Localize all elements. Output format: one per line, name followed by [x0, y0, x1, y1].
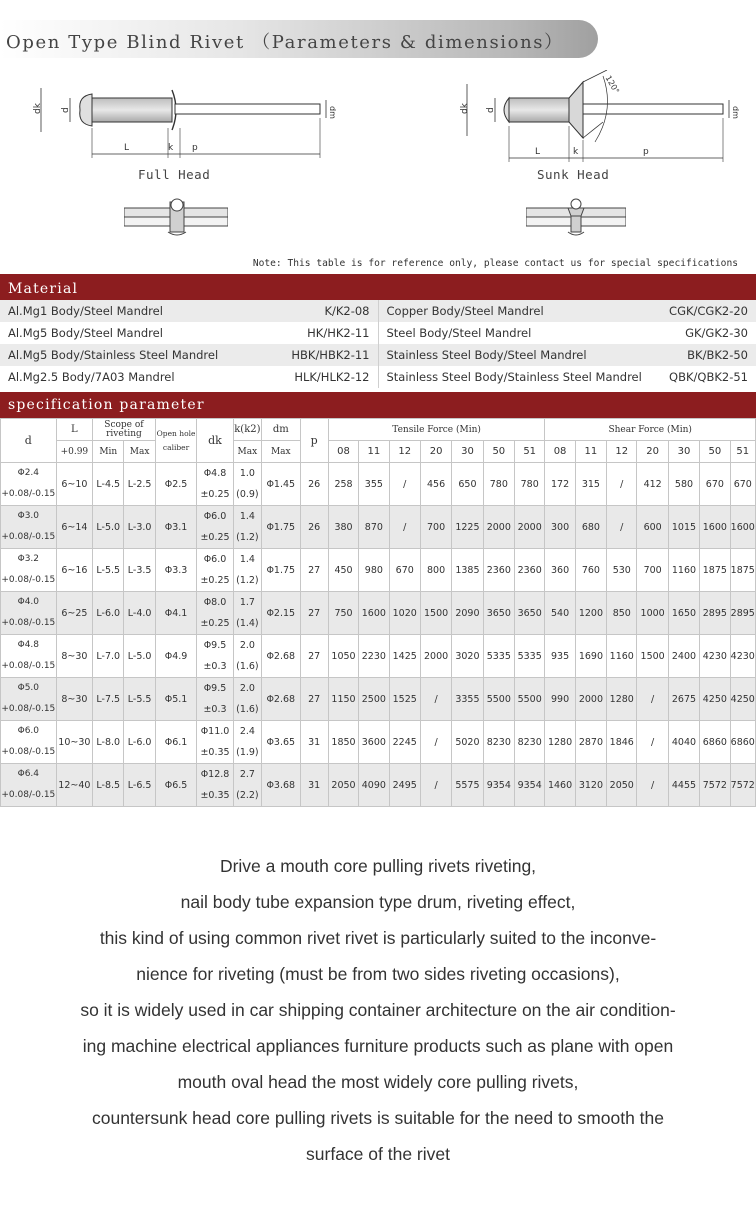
- cell-tensile: /: [420, 678, 451, 721]
- angle-label: 120°: [603, 74, 621, 96]
- cell-tensile: 456: [420, 463, 451, 506]
- cell-dk: Φ9.5 ±0.3: [197, 635, 233, 678]
- header-k-max: Max: [233, 441, 261, 463]
- material-code: K/K2-08: [270, 300, 378, 322]
- cell-p: 27: [300, 678, 328, 721]
- cell-tensile: 700: [420, 506, 451, 549]
- cell-tensile: 2000: [514, 506, 544, 549]
- cell-dm: Φ3.68: [262, 764, 300, 807]
- cell-shear: /: [637, 721, 668, 764]
- cell-tensile: 780: [514, 463, 544, 506]
- cell-hole: Φ2.5: [155, 463, 196, 506]
- cell-shear: 2400: [668, 635, 699, 678]
- spec-row: [1, 764, 756, 807]
- spec-row: [1, 635, 756, 678]
- cell-shear: 1000: [637, 592, 668, 635]
- cell-shear: 4250: [700, 678, 730, 721]
- cell-tensile: 9354: [514, 764, 544, 807]
- cell-tensile: 1500: [420, 592, 451, 635]
- dm-label: dm: [328, 106, 337, 119]
- cell-tensile: 1525: [389, 678, 420, 721]
- cell-tensile: 1225: [452, 506, 483, 549]
- cell-shear: 580: [668, 463, 699, 506]
- cell-tensile: 5500: [483, 678, 514, 721]
- description-line: ing machine electrical appliances furniture products such as plane with open: [82, 1036, 674, 1056]
- cell-tensile: 2230: [359, 635, 389, 678]
- cell-shear: 1460: [545, 764, 575, 807]
- cell-min: L-8.0: [93, 721, 124, 764]
- cell-tensile: /: [420, 721, 451, 764]
- cell-dm: Φ2.15: [262, 592, 300, 635]
- cell-p: 27: [300, 635, 328, 678]
- cell-tensile: 980: [359, 549, 389, 592]
- cell-shear: 670: [700, 463, 730, 506]
- dk-label: dk: [460, 103, 470, 114]
- material-code: HBK/HBK2-11: [270, 344, 378, 366]
- cell-tensile: 450: [328, 549, 358, 592]
- cell-shear: 680: [575, 506, 606, 549]
- spec-row: [1, 678, 756, 721]
- cell-tensile: 3355: [452, 678, 483, 721]
- dm-label: dm: [731, 106, 740, 119]
- L-label: L: [535, 147, 541, 157]
- material-section-header: [0, 274, 756, 300]
- cell-p: 27: [300, 592, 328, 635]
- cell-L: 6~16: [56, 549, 92, 592]
- cell-shear: 6860: [730, 721, 755, 764]
- cell-k: 1.0 (0.9): [233, 463, 261, 506]
- cell-tensile: /: [389, 463, 420, 506]
- material-code: HLK/HLK2-12: [270, 366, 378, 388]
- header-dm-max: Max: [262, 441, 300, 463]
- cell-min: L-7.0: [93, 635, 124, 678]
- cell-tensile: 3650: [483, 592, 514, 635]
- spec-row: [1, 463, 756, 506]
- cell-shear: /: [607, 463, 637, 506]
- cell-shear: 360: [545, 549, 575, 592]
- full-head-diagram: [30, 70, 340, 170]
- cell-k: 2.0 (1.6): [233, 678, 261, 721]
- header-min: Min: [93, 441, 124, 463]
- cell-L: 6~25: [56, 592, 92, 635]
- cell-shear: 1280: [607, 678, 637, 721]
- shear-grade-header: 08: [545, 441, 575, 463]
- cell-shear: 1600: [700, 506, 730, 549]
- cell-tensile: 1425: [389, 635, 420, 678]
- cell-dm: Φ1.45: [262, 463, 300, 506]
- cell-tensile: 2050: [328, 764, 358, 807]
- cell-shear: 990: [545, 678, 575, 721]
- cell-shear: 1160: [607, 635, 637, 678]
- dk-label: dk: [33, 103, 43, 114]
- description-line: Drive a mouth core pulling rivets riveting,: [219, 856, 537, 876]
- cell-tensile: 1020: [389, 592, 420, 635]
- cell-k: 2.0 (1.6): [233, 635, 261, 678]
- tensile-grade-header: 12: [389, 441, 420, 463]
- cell-hole: Φ3.1: [155, 506, 196, 549]
- reference-note: Note: This table is for reference only, please contact us for special specifications: [252, 258, 738, 269]
- material-name: Stainless Steel Body/Stainless Steel Mandrel: [378, 366, 648, 388]
- cell-tensile: 3600: [359, 721, 389, 764]
- cell-tensile: 9354: [483, 764, 514, 807]
- tensile-grade-header: 08: [328, 441, 358, 463]
- cell-dk: Φ11.0 ±0.35: [197, 721, 233, 764]
- cell-p: 27: [300, 549, 328, 592]
- cell-tensile: 2000: [420, 635, 451, 678]
- cell-tensile: 258: [328, 463, 358, 506]
- cell-k: 2.7 (2.2): [233, 764, 261, 807]
- cell-max: L-4.0: [124, 592, 155, 635]
- cell-shear: /: [637, 678, 668, 721]
- cell-tensile: 1385: [452, 549, 483, 592]
- page-title: Open Type Blind Rivet （Parameters & dimensions）: [6, 32, 564, 53]
- cell-hole: Φ4.9: [155, 635, 196, 678]
- cell-d: Φ6.0 +0.08/-0.15: [1, 721, 57, 764]
- cell-max: L-6.5: [124, 764, 155, 807]
- cell-dm: Φ3.65: [262, 721, 300, 764]
- cell-shear: /: [607, 506, 637, 549]
- header-max: Max: [124, 441, 155, 463]
- cell-k: 1.7 (1.4): [233, 592, 261, 635]
- cell-hole: Φ6.5: [155, 764, 196, 807]
- material-name: Copper Body/Steel Mandrel: [378, 300, 648, 322]
- cell-L: 8~30: [56, 678, 92, 721]
- cell-shear: 700: [637, 549, 668, 592]
- shear-grade-header: 50: [700, 441, 730, 463]
- cell-shear: 315: [575, 463, 606, 506]
- header-k: k(k2): [233, 419, 261, 441]
- cell-tensile: 2000: [483, 506, 514, 549]
- sunk-head-installed-sketch: [526, 196, 626, 236]
- cell-d: Φ3.0 +0.08/-0.15: [1, 506, 57, 549]
- cell-tensile: 5575: [452, 764, 483, 807]
- description-line: so it is widely used in car shipping container architecture on the air condition-: [80, 1000, 676, 1020]
- cell-shear: 2895: [700, 592, 730, 635]
- cell-L: 12~40: [56, 764, 92, 807]
- spec-row: [1, 549, 756, 592]
- cell-shear: 6860: [700, 721, 730, 764]
- material-row: [0, 366, 756, 388]
- cell-min: L-8.5: [93, 764, 124, 807]
- tensile-grade-header: 51: [514, 441, 544, 463]
- d-label: d: [486, 107, 496, 113]
- cell-d: Φ4.8 +0.08/-0.15: [1, 635, 57, 678]
- cell-shear: 1280: [545, 721, 575, 764]
- tensile-grade-header: 11: [359, 441, 389, 463]
- cell-k: 2.4 (1.9): [233, 721, 261, 764]
- material-name: Steel Body/Steel Mandrel: [378, 322, 648, 344]
- description-line: this kind of using common rivet rivet is particularly suited to the inconve-: [99, 928, 657, 948]
- cell-hole: Φ6.1: [155, 721, 196, 764]
- cell-tensile: 8230: [514, 721, 544, 764]
- cell-tensile: 750: [328, 592, 358, 635]
- cell-tensile: 1150: [328, 678, 358, 721]
- cell-shear: 1500: [637, 635, 668, 678]
- sunk-head-diagram: [455, 70, 740, 170]
- header-dm: dm: [262, 419, 300, 441]
- material-row: [0, 322, 756, 344]
- cell-dk: Φ12.8 ±0.35: [197, 764, 233, 807]
- cell-dk: Φ6.0 ±0.25: [197, 506, 233, 549]
- cell-shear: 1160: [668, 549, 699, 592]
- shear-grade-header: 51: [730, 441, 755, 463]
- cell-shear: 1015: [668, 506, 699, 549]
- description-line: surface of the rivet: [306, 1144, 450, 1164]
- cell-max: L-6.0: [124, 721, 155, 764]
- header-d: d: [1, 419, 57, 463]
- header-shear: Shear Force (Min): [545, 419, 756, 441]
- cell-shear: 2895: [730, 592, 755, 635]
- cell-tensile: 1600: [359, 592, 389, 635]
- tensile-grade-header: 50: [483, 441, 514, 463]
- material-code: HK/HK2-11: [270, 322, 378, 344]
- cell-shear: 1600: [730, 506, 755, 549]
- material-code: CGK/CGK2-20: [648, 300, 756, 322]
- cell-shear: 2000: [575, 678, 606, 721]
- cell-hole: Φ5.1: [155, 678, 196, 721]
- material-name: Al.Mg5 Body/Steel Mandrel: [0, 322, 270, 344]
- material-code: BK/BK2-50: [648, 344, 756, 366]
- cell-tensile: 780: [483, 463, 514, 506]
- cell-d: Φ5.0 +0.08/-0.15: [1, 678, 57, 721]
- cell-shear: 1846: [607, 721, 637, 764]
- cell-d: Φ3.2 +0.08/-0.15: [1, 549, 57, 592]
- cell-tensile: 2495: [389, 764, 420, 807]
- L-label: L: [124, 143, 130, 153]
- spec-section-header: [0, 392, 756, 418]
- material-row: [0, 300, 756, 322]
- cell-tensile: 3020: [452, 635, 483, 678]
- cell-L: 6~14: [56, 506, 92, 549]
- cell-p: 31: [300, 764, 328, 807]
- cell-shear: 4455: [668, 764, 699, 807]
- tensile-grade-header: 20: [420, 441, 451, 463]
- material-title: Material: [8, 281, 79, 297]
- cell-shear: 412: [637, 463, 668, 506]
- cell-shear: 7572: [700, 764, 730, 807]
- spec-title: specification parameter: [8, 397, 205, 413]
- p-label: p: [643, 147, 649, 157]
- cell-shear: /: [637, 764, 668, 807]
- cell-tensile: 1050: [328, 635, 358, 678]
- cell-hole: Φ4.1: [155, 592, 196, 635]
- cell-tensile: /: [389, 506, 420, 549]
- cell-tensile: 1850: [328, 721, 358, 764]
- material-name: Al.Mg5 Body/Stainless Steel Mandrel: [0, 344, 270, 366]
- header-p: p: [300, 419, 328, 463]
- header-scope: Scope of riveting: [93, 419, 156, 441]
- cell-shear: 4230: [700, 635, 730, 678]
- cell-d: Φ4.0 +0.08/-0.15: [1, 592, 57, 635]
- cell-shear: 1650: [668, 592, 699, 635]
- header-L: L: [56, 419, 92, 441]
- cell-shear: 172: [545, 463, 575, 506]
- cell-max: L-3.0: [124, 506, 155, 549]
- cell-tensile: 2090: [452, 592, 483, 635]
- cell-tensile: 870: [359, 506, 389, 549]
- cell-dk: Φ8.0 ±0.25: [197, 592, 233, 635]
- cell-L: 8~30: [56, 635, 92, 678]
- k-label: k: [573, 147, 579, 157]
- cell-shear: 600: [637, 506, 668, 549]
- material-name: Stainless Steel Body/Steel Mandrel: [378, 344, 648, 366]
- cell-max: L-5.0: [124, 635, 155, 678]
- cell-shear: 2675: [668, 678, 699, 721]
- cell-shear: 2050: [607, 764, 637, 807]
- cell-min: L-7.5: [93, 678, 124, 721]
- sunk-head-caption: Sunk Head: [537, 167, 610, 182]
- cell-shear: 540: [545, 592, 575, 635]
- cell-tensile: 650: [452, 463, 483, 506]
- cell-shear: 1875: [700, 549, 730, 592]
- description-line: mouth oval head the most widely core pulling rivets,: [177, 1072, 579, 1092]
- full-head-caption: Full Head: [138, 167, 211, 182]
- material-name: Al.Mg2.5 Body/7A03 Mandrel: [0, 366, 270, 388]
- p-label: p: [192, 143, 198, 153]
- header-L-tolerance: +0.99: [56, 441, 92, 463]
- cell-d: Φ2.4 +0.08/-0.15: [1, 463, 57, 506]
- cell-dm: Φ1.75: [262, 549, 300, 592]
- cell-shear: 1200: [575, 592, 606, 635]
- cell-min: L-5.5: [93, 549, 124, 592]
- cell-k: 1.4 (1.2): [233, 506, 261, 549]
- material-code: GK/GK2-30: [648, 322, 756, 344]
- cell-p: 31: [300, 721, 328, 764]
- cell-tensile: 5500: [514, 678, 544, 721]
- cell-shear: 1690: [575, 635, 606, 678]
- cell-tensile: 670: [389, 549, 420, 592]
- cell-shear: 4250: [730, 678, 755, 721]
- cell-p: 26: [300, 506, 328, 549]
- header-tensile: Tensile Force (Min): [328, 419, 545, 441]
- cell-max: L-2.5: [124, 463, 155, 506]
- cell-tensile: 2500: [359, 678, 389, 721]
- cell-tensile: 8230: [483, 721, 514, 764]
- header-hole: Open hole caliber: [155, 419, 196, 463]
- cell-shear: 670: [730, 463, 755, 506]
- cell-tensile: 4090: [359, 764, 389, 807]
- spec-table: [0, 418, 756, 807]
- header-dk: dk: [197, 419, 233, 463]
- cell-tensile: 2360: [483, 549, 514, 592]
- cell-shear: 4230: [730, 635, 755, 678]
- cell-tensile: 800: [420, 549, 451, 592]
- cell-shear: 2870: [575, 721, 606, 764]
- cell-tensile: 3650: [514, 592, 544, 635]
- spec-row: [1, 506, 756, 549]
- description-line: nience for riveting (must be from two sides riveting occasions),: [136, 964, 620, 984]
- cell-tensile: 5020: [452, 721, 483, 764]
- cell-tensile: 380: [328, 506, 358, 549]
- shear-grade-header: 12: [607, 441, 637, 463]
- cell-tensile: 2360: [514, 549, 544, 592]
- cell-dm: Φ1.75: [262, 506, 300, 549]
- d-label: d: [61, 107, 71, 113]
- cell-L: 6~10: [56, 463, 92, 506]
- cell-min: L-6.0: [93, 592, 124, 635]
- material-code: QBK/QBK2-51: [648, 366, 756, 388]
- description-line: countersunk head core pulling rivets is suitable for the need to smooth the: [91, 1108, 664, 1128]
- cell-shear: 935: [545, 635, 575, 678]
- cell-tensile: 5335: [483, 635, 514, 678]
- cell-shear: 3120: [575, 764, 606, 807]
- cell-L: 10~30: [56, 721, 92, 764]
- cell-shear: 4040: [668, 721, 699, 764]
- material-table: [0, 300, 756, 388]
- spec-row: [1, 721, 756, 764]
- spec-row: [1, 592, 756, 635]
- cell-tensile: /: [420, 764, 451, 807]
- cell-hole: Φ3.3: [155, 549, 196, 592]
- material-row: [0, 344, 756, 366]
- cell-dk: Φ9.5 ±0.3: [197, 678, 233, 721]
- cell-p: 26: [300, 463, 328, 506]
- cell-tensile: 355: [359, 463, 389, 506]
- full-head-installed-sketch: [124, 196, 228, 236]
- cell-tensile: 5335: [514, 635, 544, 678]
- shear-grade-header: 20: [637, 441, 668, 463]
- cell-dk: Φ6.0 ±0.25: [197, 549, 233, 592]
- cell-min: L-4.5: [93, 463, 124, 506]
- cell-dk: Φ4.8 ±0.25: [197, 463, 233, 506]
- cell-shear: 7572: [730, 764, 755, 807]
- k-label: k: [168, 143, 174, 153]
- cell-min: L-5.0: [93, 506, 124, 549]
- cell-shear: 850: [607, 592, 637, 635]
- cell-tensile: 2245: [389, 721, 420, 764]
- cell-shear: 760: [575, 549, 606, 592]
- cell-shear: 1875: [730, 549, 755, 592]
- description: [0, 848, 756, 1172]
- cell-dm: Φ2.68: [262, 678, 300, 721]
- cell-dm: Φ2.68: [262, 635, 300, 678]
- cell-max: L-5.5: [124, 678, 155, 721]
- description-line: nail body tube expansion type drum, riveting effect,: [180, 892, 576, 912]
- material-name: Al.Mg1 Body/Steel Mandrel: [0, 300, 270, 322]
- shear-grade-header: 30: [668, 441, 699, 463]
- cell-shear: 530: [607, 549, 637, 592]
- shear-grade-header: 11: [575, 441, 606, 463]
- cell-k: 1.4 (1.2): [233, 549, 261, 592]
- cell-shear: 300: [545, 506, 575, 549]
- title-banner: [0, 20, 598, 58]
- tensile-grade-header: 30: [452, 441, 483, 463]
- cell-max: L-3.5: [124, 549, 155, 592]
- cell-d: Φ6.4 +0.08/-0.15: [1, 764, 57, 807]
